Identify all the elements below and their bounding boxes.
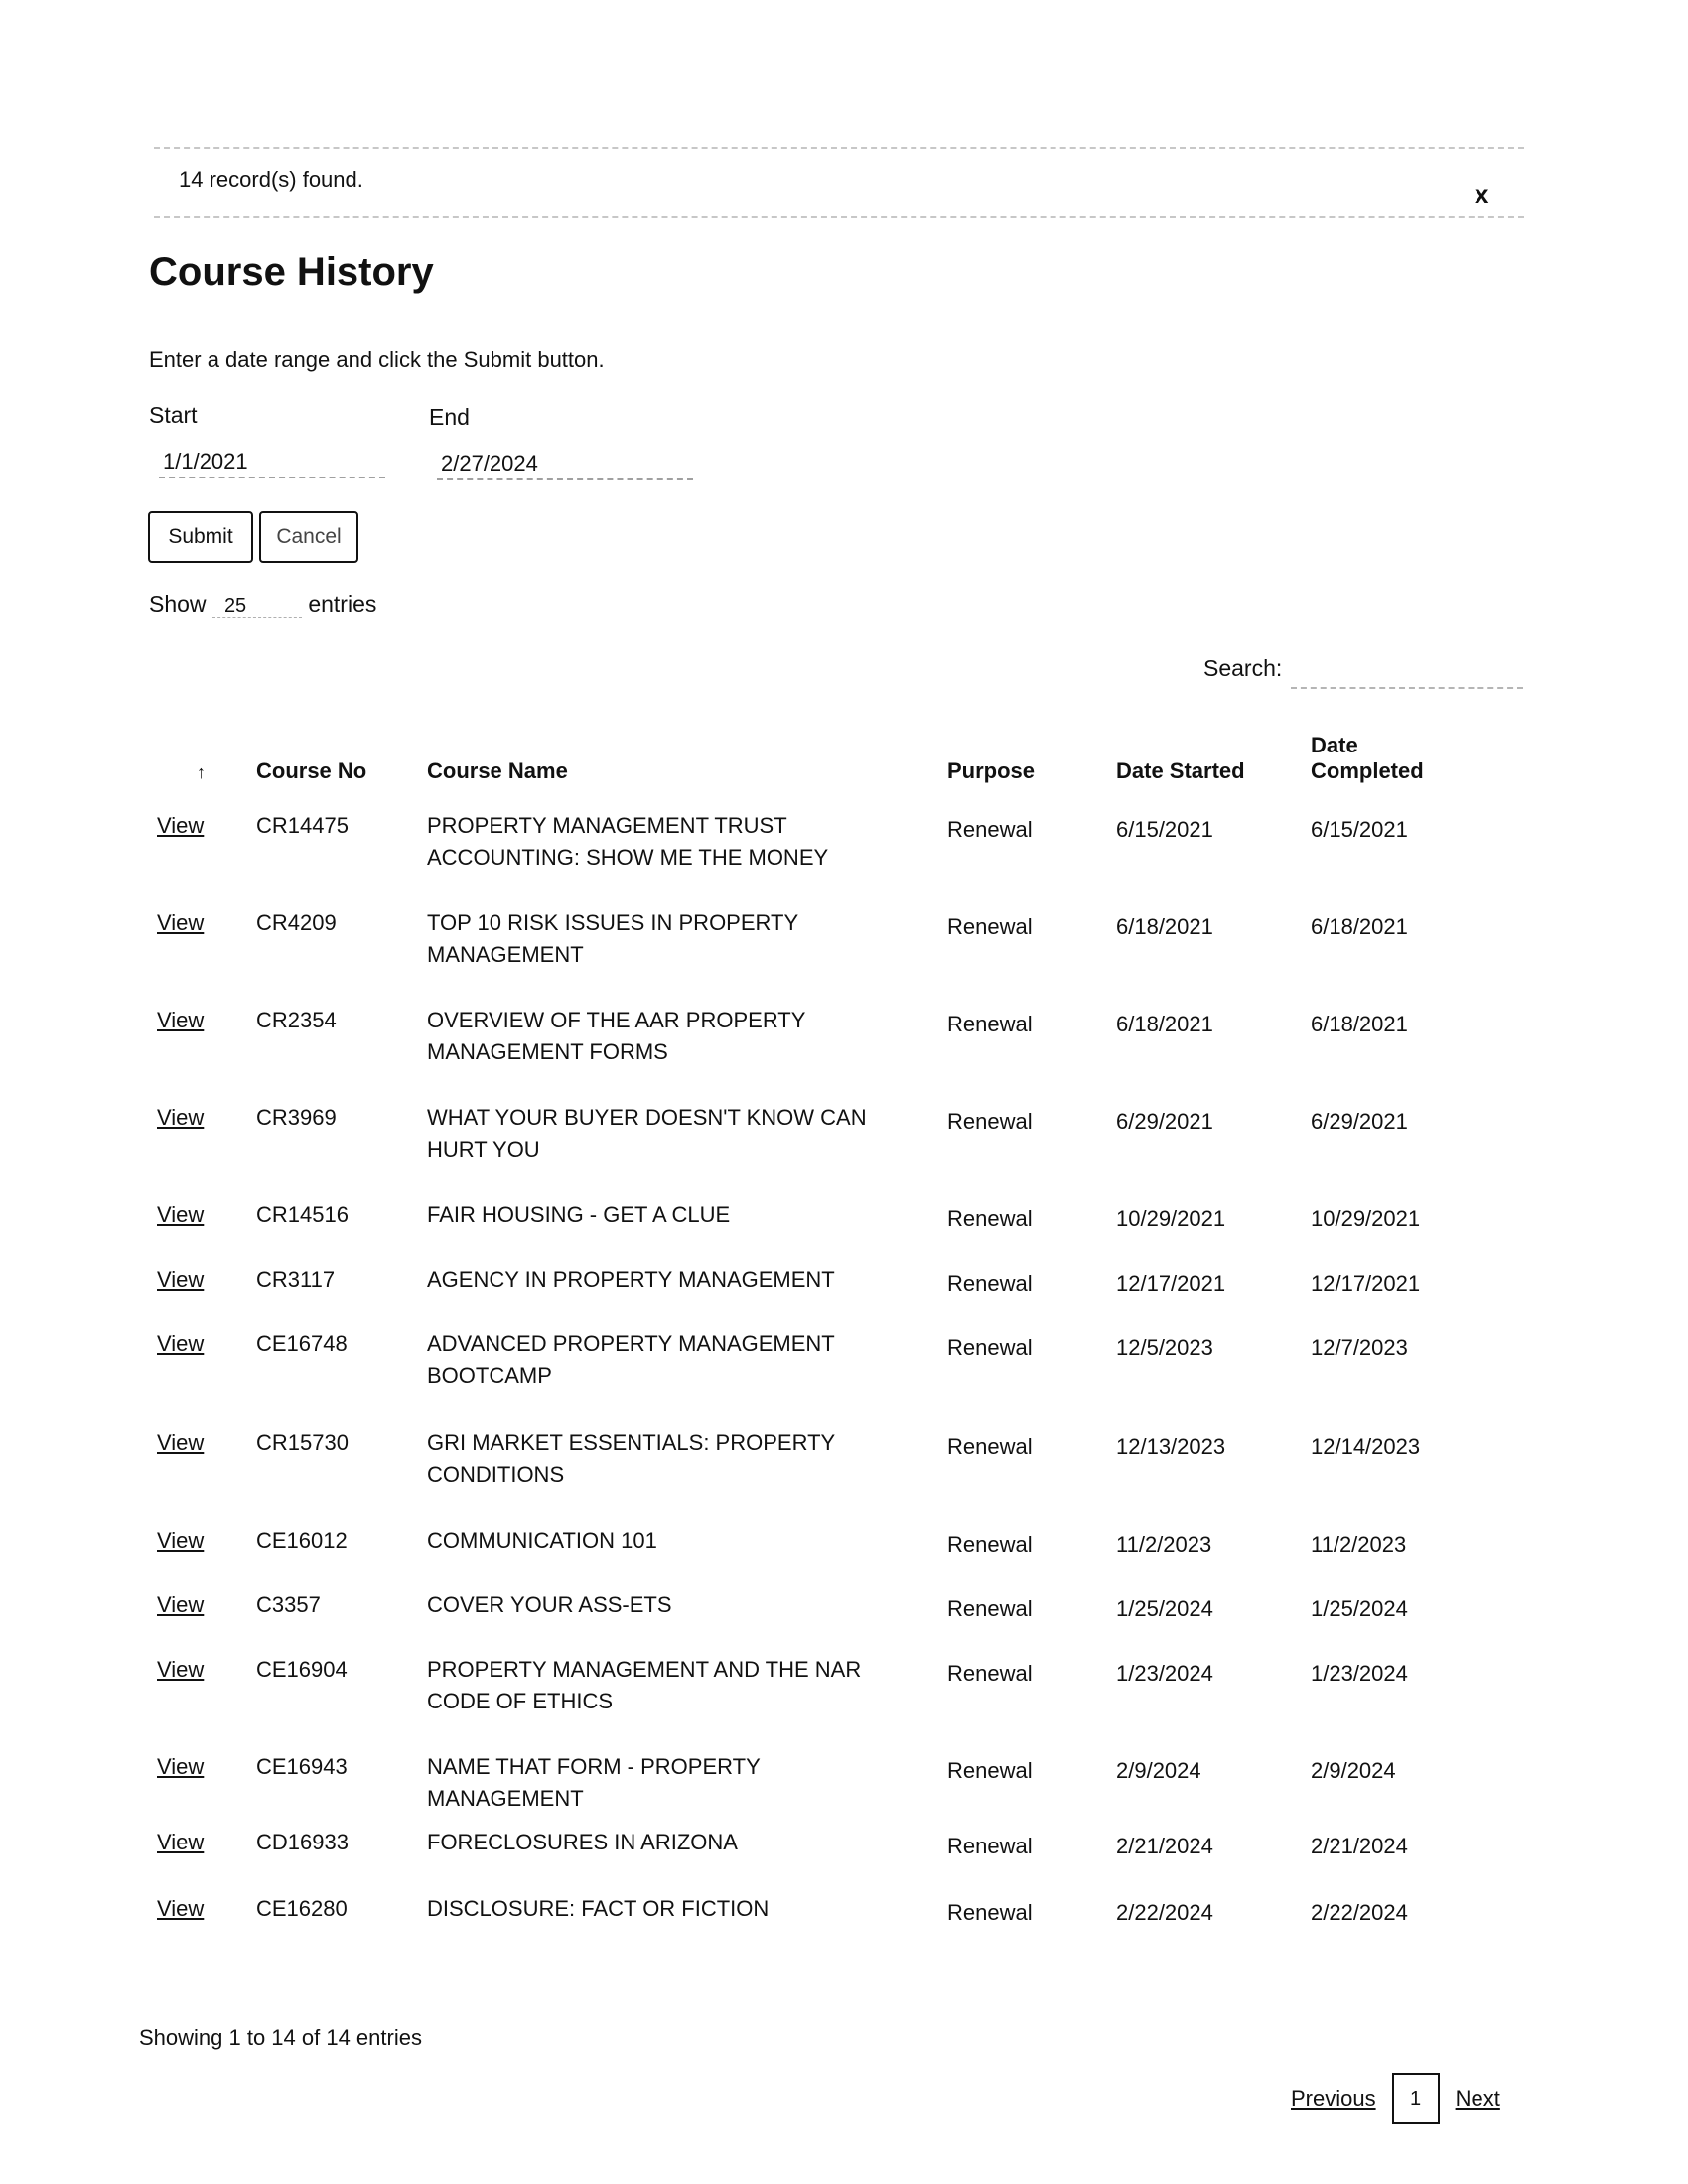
course-no-cell: CR4209 [256, 910, 337, 935]
purpose-cell: Renewal [947, 1271, 1033, 1296]
date-started-cell: 1/23/2024 [1116, 1661, 1213, 1686]
date-started-cell: 2/9/2024 [1116, 1758, 1201, 1783]
course-name-cell: FAIR HOUSING - GET A CLUE [427, 1202, 731, 1227]
course-no-cell: C3357 [256, 1592, 321, 1617]
date-completed-cell: 1/23/2024 [1311, 1661, 1408, 1686]
date-completed-cell: 12/7/2023 [1311, 1335, 1408, 1360]
course-name-cell: DISCLOSURE: FACT OR FICTION [427, 1895, 770, 1921]
course-name-cell: FORECLOSURES IN ARIZONA [427, 1829, 738, 1854]
course-no-cell: CD16933 [256, 1829, 349, 1854]
table-row [151, 1745, 1481, 1821]
close-icon[interactable]: x [1475, 179, 1489, 208]
records-found-message: 14 record(s) found. [179, 167, 363, 192]
course-name-cell: ADVANCED PROPERTY MANAGEMENT BOOTCAMP [427, 1331, 835, 1388]
purpose-cell: Renewal [947, 1109, 1033, 1134]
course-name-cell: PROPERTY MANAGEMENT AND THE NAR CODE OF ETHICS [427, 1657, 862, 1713]
date-completed-cell: 12/14/2023 [1311, 1434, 1421, 1459]
date-started-cell: 12/17/2021 [1116, 1271, 1226, 1296]
course-no-cell: CR14516 [256, 1202, 349, 1227]
view-link[interactable]: View [157, 1829, 205, 1854]
view-link[interactable]: View [157, 1105, 205, 1130]
view-cell [151, 804, 250, 901]
view-link[interactable]: View [157, 1202, 205, 1227]
table-row [151, 804, 1481, 901]
entries-per-page-select[interactable]: 25 [212, 595, 302, 618]
view-link[interactable]: View [157, 1267, 205, 1292]
course-no-cell: CE16943 [256, 1754, 348, 1779]
date-started-cell: 11/2/2023 [1116, 1532, 1212, 1557]
course-no-cell: CR3117 [256, 1267, 336, 1292]
table-row [151, 999, 1481, 1096]
view-link[interactable]: View [157, 1657, 205, 1682]
previous-page-link[interactable]: Previous [1291, 2086, 1376, 2111]
search-label: Search: [1203, 655, 1283, 681]
sort-up-icon: ↑ [197, 762, 206, 782]
view-link[interactable]: View [157, 1008, 205, 1032]
top-dashed-border [154, 147, 1524, 149]
purpose-cell: Renewal [947, 1833, 1033, 1858]
end-date-input[interactable] [437, 449, 693, 480]
start-date-input[interactable] [159, 447, 385, 478]
course-no-cell: CR14475 [256, 813, 349, 838]
purpose-cell: Renewal [947, 914, 1033, 939]
view-cell [151, 1648, 250, 1745]
table-row [151, 1583, 1481, 1648]
date-started-cell: 6/18/2021 [1116, 1012, 1213, 1036]
date-started-cell: 10/29/2021 [1116, 1206, 1226, 1231]
end-date-label: End [429, 404, 470, 430]
view-link[interactable]: View [157, 910, 205, 935]
view-cell [151, 1193, 250, 1258]
view-cell [151, 1096, 250, 1193]
column-header-purpose[interactable]: Purpose [947, 758, 1036, 783]
table-row [151, 1096, 1481, 1193]
date-started-cell: 12/5/2023 [1116, 1335, 1213, 1360]
column-header-course-name[interactable]: Course Name [427, 758, 568, 783]
column-header-date-started[interactable]: Date Started [1116, 758, 1245, 783]
view-link[interactable]: View [157, 1754, 205, 1779]
date-completed-cell: 2/9/2024 [1311, 1758, 1396, 1783]
purpose-cell: Renewal [947, 1532, 1033, 1557]
column-header-date-completed[interactable] [1305, 725, 1481, 804]
view-cell [151, 999, 250, 1096]
date-completed-cell: 12/17/2021 [1311, 1271, 1421, 1296]
date-completed-cell: 11/2/2023 [1311, 1532, 1407, 1557]
date-started-cell: 2/21/2024 [1116, 1833, 1213, 1858]
table-row [151, 1422, 1481, 1519]
view-link[interactable]: View [157, 813, 205, 838]
table-row [151, 1648, 1481, 1745]
course-no-cell: CR15730 [256, 1431, 349, 1455]
date-started-cell: 12/13/2023 [1116, 1434, 1226, 1459]
start-date-label: Start [149, 402, 198, 428]
course-no-cell: CR3969 [256, 1105, 337, 1130]
show-label: Show [149, 591, 207, 616]
course-no-cell: CE16904 [256, 1657, 348, 1682]
course-name-cell: NAME THAT FORM - PROPERTY MANAGEMENT [427, 1754, 761, 1811]
table-row [151, 1887, 1481, 1954]
table-row [151, 1519, 1481, 1583]
course-history-table [151, 725, 1481, 1954]
date-completed-cell: 6/15/2021 [1311, 817, 1408, 842]
view-cell [151, 1583, 250, 1648]
view-cell [151, 1519, 250, 1583]
course-name-cell: AGENCY IN PROPERTY MANAGEMENT [427, 1267, 835, 1292]
course-name-cell: TOP 10 RISK ISSUES IN PROPERTY MANAGEMENT [427, 910, 798, 967]
course-name-cell: WHAT YOUR BUYER DOESN'T KNOW CAN HURT YOU [427, 1105, 867, 1161]
course-name-cell: GRI MARKET ESSENTIALS: PROPERTY CONDITIONS [427, 1431, 835, 1487]
view-link[interactable]: View [157, 1895, 205, 1921]
course-name-cell: OVERVIEW OF THE AAR PROPERTY MANAGEMENT FORMS [427, 1008, 806, 1064]
purpose-cell: Renewal [947, 1596, 1033, 1621]
length-menu [149, 591, 376, 618]
purpose-cell: Renewal [947, 1758, 1033, 1783]
entries-label: entries [308, 591, 377, 616]
purpose-cell: Renewal [947, 817, 1033, 842]
view-cell [151, 1821, 250, 1887]
table-row [151, 901, 1481, 999]
view-link[interactable]: View [157, 1431, 205, 1455]
date-completed-cell: 2/21/2024 [1311, 1833, 1408, 1858]
view-cell [151, 1422, 250, 1519]
date-completed-header-line2: Completed [1311, 758, 1424, 783]
view-link[interactable]: View [157, 1331, 205, 1356]
table-row [151, 1322, 1481, 1422]
course-no-cell: CR2354 [256, 1008, 337, 1032]
cancel-button[interactable]: Cancel [259, 511, 358, 563]
view-cell [151, 1887, 250, 1954]
purpose-cell: Renewal [947, 1899, 1033, 1925]
view-cell [151, 1258, 250, 1322]
column-header-course-no[interactable]: Course No [256, 758, 367, 783]
view-link[interactable]: View [157, 1528, 205, 1553]
date-completed-cell: 6/18/2021 [1311, 914, 1408, 939]
instructions-text: Enter a date range and click the Submit button. [149, 347, 605, 372]
page-number-button[interactable]: 1 [1392, 2073, 1440, 2124]
table-row [151, 1258, 1481, 1322]
view-cell [151, 901, 250, 999]
course-name-cell: COMMUNICATION 101 [427, 1528, 657, 1553]
date-started-cell: 2/22/2024 [1116, 1899, 1213, 1925]
course-name-cell: PROPERTY MANAGEMENT TRUST ACCOUNTING: SHOW ME THE MONEY [427, 813, 829, 870]
view-cell [151, 1745, 250, 1821]
date-completed-cell: 6/18/2021 [1311, 1012, 1408, 1036]
date-started-cell: 6/18/2021 [1116, 914, 1213, 939]
date-completed-cell: 2/22/2024 [1311, 1899, 1408, 1925]
pagination [1291, 2073, 1500, 2124]
course-no-cell: CE16280 [256, 1895, 348, 1921]
date-completed-cell: 6/29/2021 [1311, 1109, 1408, 1134]
table-row [151, 1821, 1481, 1887]
view-link[interactable]: View [157, 1592, 205, 1617]
course-no-cell: CE16748 [256, 1331, 348, 1356]
course-name-cell: COVER YOUR ASS-ETS [427, 1592, 672, 1617]
next-page-link[interactable]: Next [1455, 2086, 1500, 2111]
date-started-cell: 6/15/2021 [1116, 817, 1213, 842]
sort-column-header[interactable] [151, 725, 250, 804]
purpose-cell: Renewal [947, 1434, 1033, 1459]
date-started-cell: 1/25/2024 [1116, 1596, 1213, 1621]
page-title: Course History [149, 250, 434, 294]
purpose-cell: Renewal [947, 1335, 1033, 1360]
course-no-cell: CE16012 [256, 1528, 348, 1553]
submit-button[interactable]: Submit [148, 511, 253, 563]
date-completed-cell: 1/25/2024 [1311, 1596, 1408, 1621]
table-row [151, 1193, 1481, 1258]
bottom-dashed-border [154, 216, 1524, 218]
table-body [151, 804, 1481, 1954]
table-header-row [151, 725, 1481, 804]
purpose-cell: Renewal [947, 1012, 1033, 1036]
date-started-cell: 6/29/2021 [1116, 1109, 1213, 1134]
table-info: Showing 1 to 14 of 14 entries [139, 2025, 422, 2050]
view-cell [151, 1322, 250, 1422]
date-completed-header-line1: Date [1311, 733, 1358, 757]
date-completed-cell: 10/29/2021 [1311, 1206, 1421, 1231]
purpose-cell: Renewal [947, 1206, 1033, 1231]
purpose-cell: Renewal [947, 1661, 1033, 1686]
search-input[interactable] [1291, 645, 1523, 689]
